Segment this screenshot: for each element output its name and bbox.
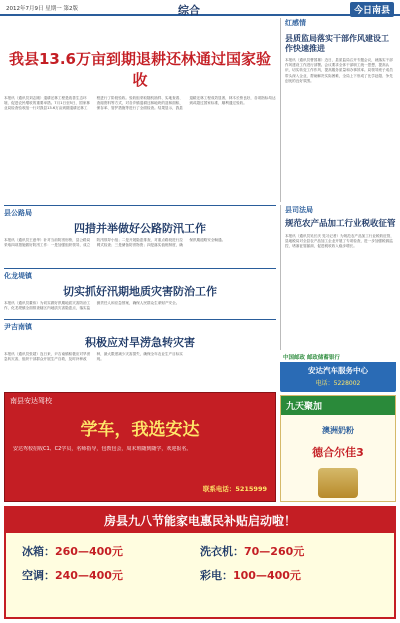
appliance-price: 260—400元	[55, 545, 123, 558]
article-four-tag: 化龙堤镇	[4, 272, 32, 280]
article-four	[4, 268, 276, 316]
masthead	[0, 0, 400, 16]
article-three-headline: 规范农产品加工行业税收征管	[285, 219, 396, 229]
appliance-ad-title: 房县九八节能家电惠民补贴启动啦！	[6, 508, 394, 533]
appliance-price-item	[22, 567, 200, 583]
article-five	[4, 319, 276, 381]
article-three-body: 本报讯（通讯员吴长庆 见习记者）为规范农产品加工行业税收征管，县地税局对全县农产品加工企业开展了专项检查，进一步加强税源监控，堵塞征管漏洞，促进税收收入稳步增长。	[285, 234, 394, 249]
driving-school-title: 学车，我选安达	[80, 420, 200, 440]
appliance-label: 彩电：	[200, 569, 233, 582]
driving-school-ad	[4, 392, 276, 502]
driving-school-phone: 联系电话：5215999	[202, 485, 267, 493]
service-ad	[280, 352, 396, 392]
article-five-tag: 尹吉南镇	[4, 323, 32, 331]
milk-brand: 九天聚加	[281, 396, 395, 415]
milk-slogan: 德合尔佳3	[312, 446, 364, 459]
lead-body: 本报讯（通讯员刘志刚）退耕还林工程是改善生态环境、促进农民增收的重要举措。7月1日至5日，国家林业局检查验收组一行对我县13.6万亩到期退耕还林工程进行了阶段验收。验收组采取随机抽样、实地查看、查阅资料等方式，对各乡镇退耕还林地块的造林面积、保存率、管护措施等进行了全面检查。结果显示，我县退耕还林工程成效显著，林木长势良好，各项指标均达到或超过国家标准，顺利通过验收。	[4, 96, 276, 111]
section-name: 综合	[178, 4, 200, 17]
milk-ad	[280, 395, 396, 502]
date-line: 2012年7月9日 星期一 第2版	[6, 6, 78, 12]
article-four-headline: 切实抓好汛期地质灾害防治工作	[63, 285, 217, 298]
right-top-tag: 红感情	[285, 19, 306, 27]
appliance-ad	[4, 506, 396, 619]
appliance-label: 洗衣机：	[200, 545, 244, 558]
appliance-label: 空调：	[22, 569, 55, 582]
appliance-price-item	[22, 543, 200, 559]
milk-can-icon	[318, 468, 358, 498]
service-ad-slogan: 安达汽车服务中心	[308, 366, 368, 375]
appliance-price: 100—400元	[233, 569, 301, 582]
appliance-price-item	[200, 567, 378, 583]
article-two-headline: 四措并举做好公路防汛工作	[74, 222, 206, 235]
lead-article	[4, 18, 276, 202]
milk-title: 澳洲奶粉	[322, 426, 354, 435]
lead-headline: 我县13.6万亩到期退耕还林通过国家验收	[8, 50, 271, 89]
article-five-body: 本报讯（通讯员张超）连日来，尹吉南镇积极应对旱涝急转灾害，组织干部群众开展生产自救，及时补种改种，最大限度减少灾害损失，确保全年农业生产目标实现。	[4, 352, 183, 362]
appliance-label: 冰箱：	[22, 545, 55, 558]
article-five-headline: 积极应对旱涝急转灾害	[85, 336, 195, 349]
driving-school-subtitle: 南县安达驾校	[10, 397, 52, 405]
article-two-body: 本报讯（通讯员王意华）针对当前防汛形势，县公路局采取四项措施做好防汛工作：一是加强组织领导，成立防汛领导小组；二是开展隐患排查，对重点路段进行拉网式检查；三是储备防汛物资；四是落实值班制度，确保汛期道路安全畅通。	[4, 238, 226, 248]
appliance-price-item	[200, 543, 378, 559]
article-three	[280, 205, 396, 350]
article-two	[4, 205, 276, 265]
article-two-tag: 县公路局	[4, 209, 32, 217]
appliance-price-grid	[6, 533, 394, 593]
service-ad-phone: 电话：5228002	[315, 380, 361, 387]
right-top-article	[280, 18, 396, 202]
appliance-price: 70—260元	[244, 545, 305, 558]
service-ad-label: 中国邮政 邮政储蓄银行	[280, 352, 396, 362]
right-top-body: 本报讯（通讯员曹国雄）近日，县质监局召开专题会议，就落实干部作风建设工作进行部署。会议要求全体干部职工统一思想，提高认识，切实转变工作作风，提高服务质量和办事效率。局领导班子成员带头深入企业，帮助解决实际困难，全局上下形成了比学赶超、争先创优的良好氛围。	[285, 58, 393, 83]
driving-school-body: 安达驾校招收C1、C2学员，名师指导，包教包会，周末班随到随学，欢迎报名。	[13, 446, 192, 452]
article-three-tag: 县司法局	[285, 206, 313, 214]
appliance-price: 240—400元	[55, 569, 123, 582]
right-top-headline: 县质监局落实干部作风建设工作快速推进	[285, 34, 389, 53]
article-four-body: 本报讯（通讯员董伟）为切实做好汛期地质灾害防治工作，化龙堤镇全面排查辖区内地质灾害隐患点，落实监测责任人和应急预案，确保人民群众生命财产安全。	[4, 301, 180, 311]
paper-name: 今日南县	[350, 2, 394, 17]
